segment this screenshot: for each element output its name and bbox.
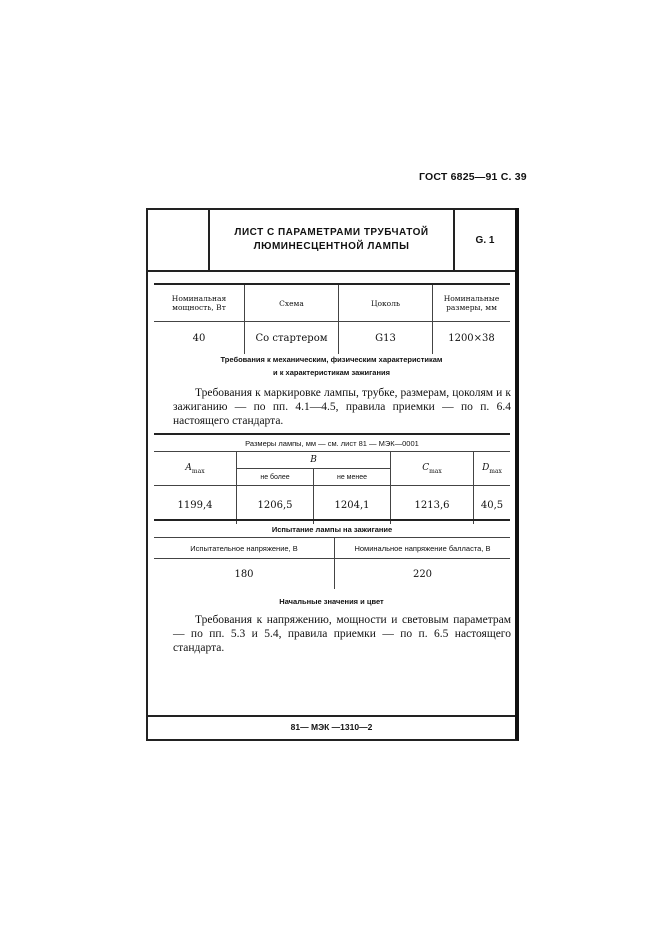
column-header: Испытательное напряжение, В	[154, 538, 335, 559]
table-cell: G13	[339, 322, 433, 355]
table-caption: Испытание лампы на зажигание	[154, 520, 510, 538]
table-cell: 1204,1	[314, 486, 391, 525]
sheet-number: G. 1	[475, 234, 495, 246]
symbol-c: C	[422, 462, 430, 473]
ignition-test-table	[154, 519, 510, 589]
section2-title: Начальные значения и цвет	[279, 597, 384, 606]
table-cell: Со стартером	[245, 322, 339, 355]
column-header-a	[154, 452, 237, 486]
parameter-sheet-frame	[146, 208, 519, 741]
sheet-code: 81— МЭК —1310—2	[290, 722, 373, 732]
sheet-title-line2: ЛЮМИНЕСЦЕНТНОЙ ЛАМПЫ	[253, 241, 410, 252]
column-header: Схема	[245, 284, 339, 322]
table-cell: 220	[335, 559, 511, 590]
column-header-b	[237, 452, 391, 469]
section1-title-line1: Требования к механическим, физическим характеристикам	[220, 355, 443, 364]
column-header: Номинальная мощность, Вт	[154, 284, 245, 322]
column-header: Номинальные размеры, мм	[433, 284, 511, 322]
column-subheader: не более	[237, 469, 314, 486]
sheet-title	[210, 210, 455, 270]
table-row	[154, 322, 510, 355]
footer-divider	[148, 715, 515, 717]
subscript: max	[191, 467, 205, 475]
column-subheader: не менее	[314, 469, 391, 486]
title-block	[148, 208, 515, 272]
table-cell: 1200×38	[433, 322, 511, 355]
lamp-params-table	[154, 283, 510, 354]
section1-title	[148, 353, 515, 379]
table-header-row	[154, 284, 510, 322]
symbol-b: B	[310, 455, 317, 465]
column-header: Цоколь	[339, 284, 433, 322]
table-cell: 1213,6	[391, 486, 474, 525]
subscript: max	[489, 467, 502, 475]
sheet-title-line1: ЛИСТ С ПАРАМЕТРАМИ ТРУБЧАТОЙ	[234, 227, 429, 238]
subscript: max	[429, 467, 442, 475]
column-header-c	[391, 452, 474, 486]
symbol-d: D	[482, 462, 490, 473]
table-cell: 1199,4	[154, 486, 237, 525]
table-cell: 180	[234, 568, 254, 580]
section1-title-line2: и к характеристикам зажигания	[273, 368, 390, 377]
table-cell: 40	[192, 332, 206, 344]
page-header: ГОСТ 6825—91 С. 39	[419, 171, 527, 183]
title-block-left-cell	[148, 210, 210, 270]
table-cell: 40,5	[474, 486, 511, 525]
column-header-d	[474, 452, 511, 486]
table-row	[154, 559, 510, 590]
table-caption: Размеры лампы, мм — см. лист 81 — МЭК—0001	[154, 434, 510, 452]
section1-text: Требования к маркировке лампы, трубке, размерам, цоколям и к зажиганию — по пп. 4.1—4.5, правила приемки — по п. 6.4 настоящего стандарта.	[173, 387, 511, 427]
section1-paragraph	[173, 386, 511, 428]
column-header: Номинальное напряжение балласта, В	[335, 538, 511, 559]
section2-text: Требования к напряжению, мощности и световым параметрам — по пп. 5.3 и 5.4, правила приемки — по п. 6.5 настоящего стандарта.	[173, 614, 511, 654]
symbol-a: A	[185, 462, 192, 473]
lamp-dimensions-table	[154, 433, 510, 524]
section2-paragraph	[173, 613, 511, 655]
table-cell: 1206,5	[237, 486, 314, 525]
